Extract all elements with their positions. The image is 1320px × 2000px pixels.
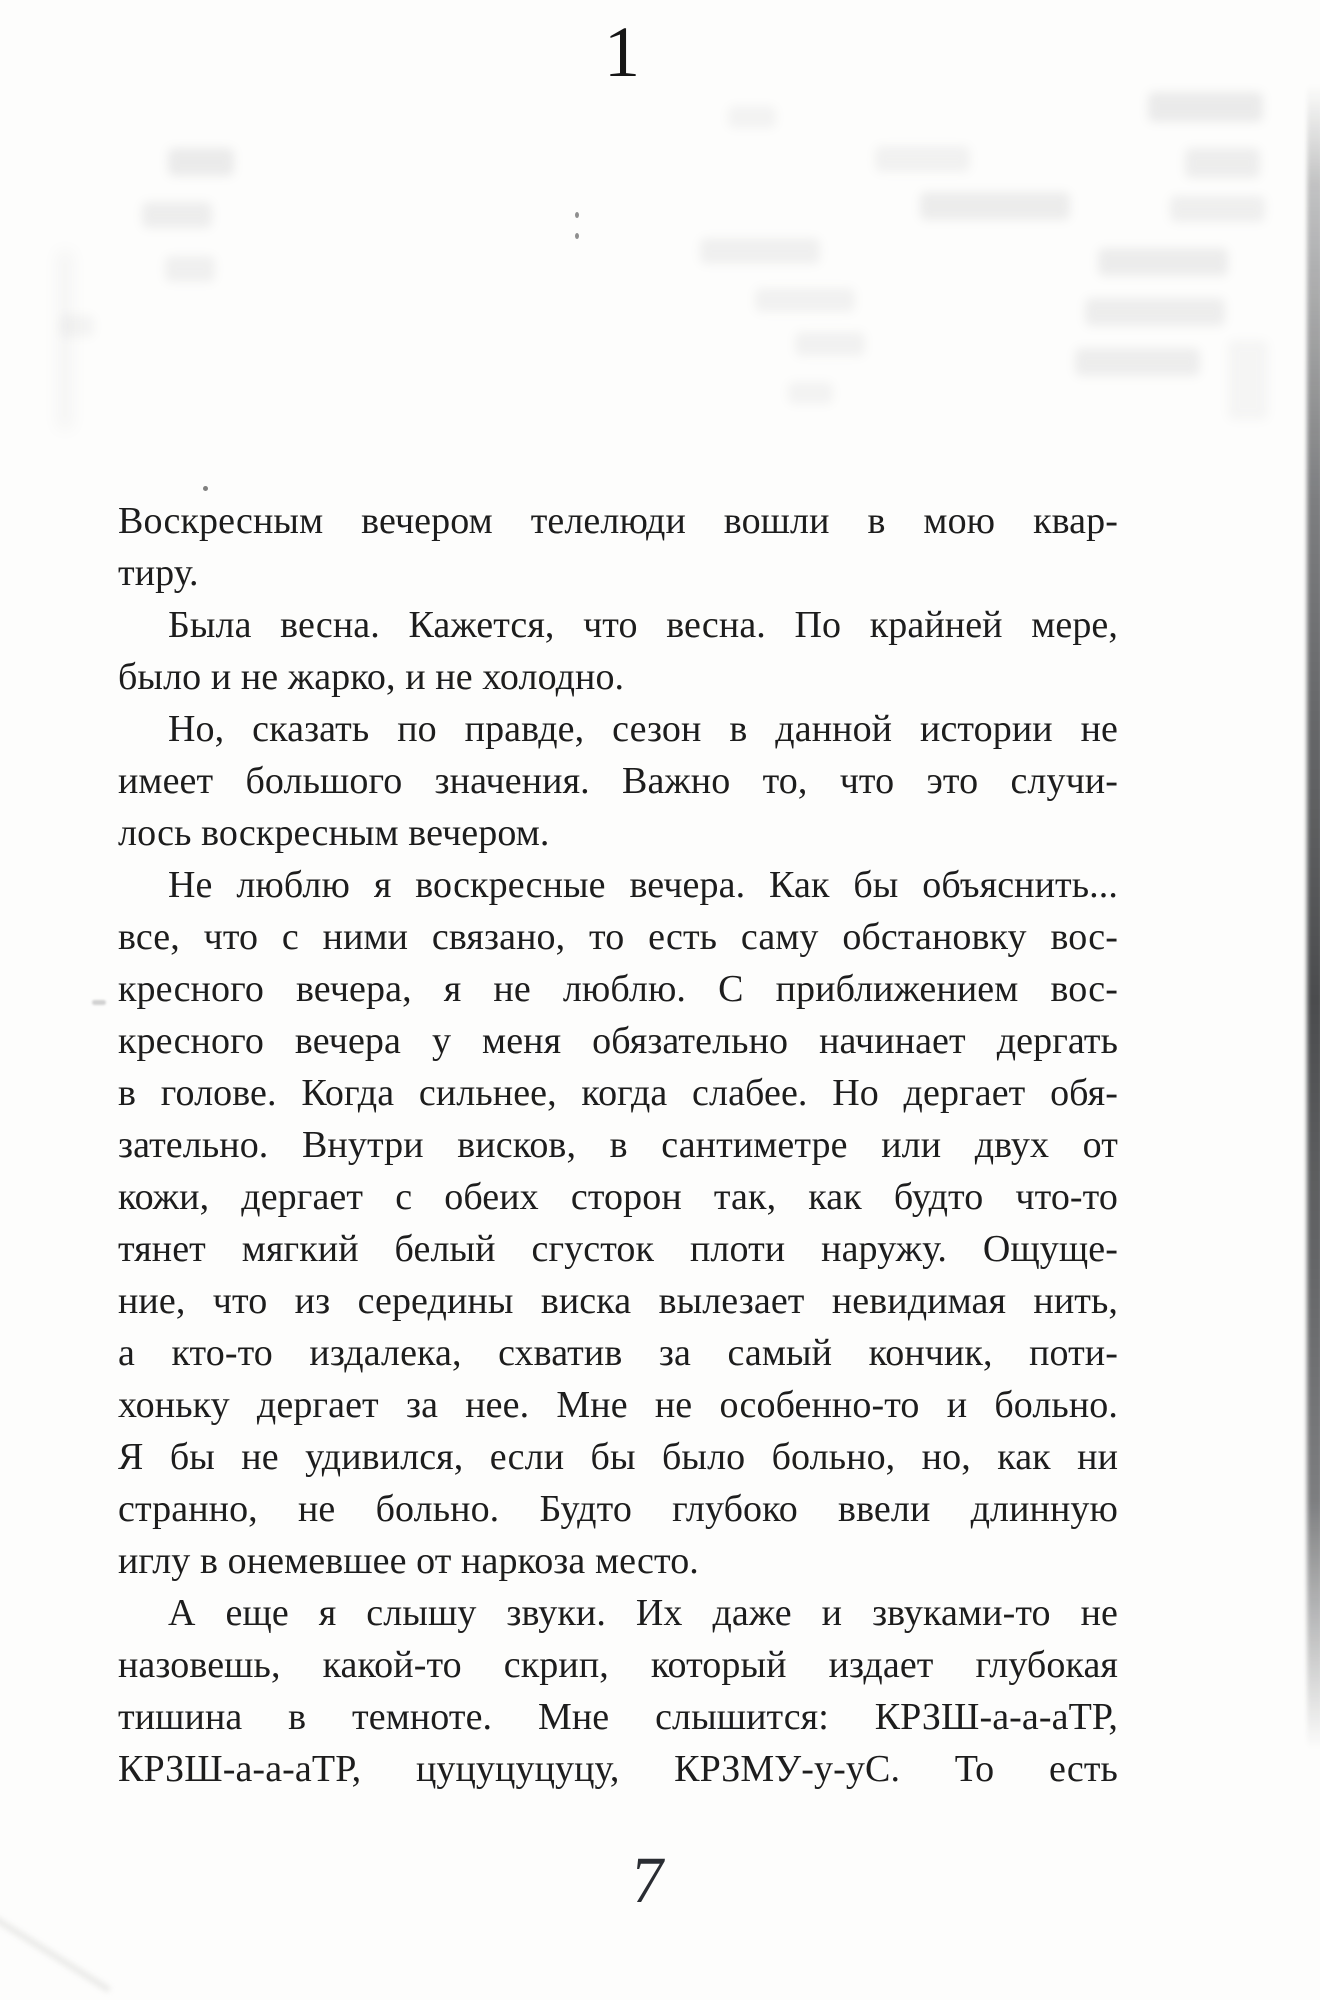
bleed-through-smudge: [700, 238, 820, 264]
bleed-through-smudge: [795, 332, 865, 356]
text-line: иглу в онемевшее от наркоза место.: [118, 1540, 699, 1582]
scan-speck: [203, 486, 208, 491]
bleed-through-smudge: [168, 148, 234, 176]
bleed-through-smudge: [56, 250, 74, 430]
text-block: [118, 495, 1118, 1795]
text-line: тиру.: [118, 552, 199, 594]
bleed-through-smudge: [875, 146, 970, 172]
chapter-number: 1: [604, 12, 640, 92]
page-number: 7: [627, 1844, 669, 1917]
scan-speck: [575, 233, 579, 239]
text-line: тишина в темноте. Мне слышится: КРЗШ-а-а-аТР,: [118, 1696, 1118, 1738]
text-line: было и не жарко, и не холодно.: [118, 656, 625, 698]
text-line: в голове. Когда сильнее, когда слабее. Но дергает обя-: [118, 1072, 1118, 1114]
bleed-through-smudge: [1098, 248, 1228, 276]
text-line: а кто-то издалека, схватив за самый кончик, поти-: [118, 1332, 1118, 1374]
text-line: тянет мягкий белый сгусток плоти наружу. Ощуще-: [118, 1228, 1118, 1270]
text-line: Воскресным вечером телелюди вошли в мою квар-: [118, 500, 1118, 542]
bleed-through-smudge: [920, 192, 1070, 220]
scan-speck: [575, 212, 579, 218]
text-line: Но, сказать по правде, сезон в данной истории не: [168, 708, 1118, 750]
text-line: КРЗШ-а-а-аТР, цуцуцуцуцу, КРЗМУ-у-уС. То есть: [118, 1748, 1118, 1790]
bleed-through-smudge: [1228, 340, 1268, 420]
bleed-through-smudge: [1148, 92, 1263, 122]
text-line: Я бы не удивился, если бы было больно, но, как ни: [118, 1436, 1118, 1478]
bleed-through-smudge: [142, 202, 212, 228]
text-line: кресного вечера, я не люблю. С приближением вос-: [118, 968, 1118, 1010]
bleed-through-smudge: [1185, 148, 1260, 178]
bleed-through-smudge: [728, 106, 776, 128]
text-line: хоньку дергает за нее. Мне не особенно-то и больно.: [118, 1384, 1118, 1426]
bleed-through-smudge: [1085, 298, 1225, 326]
scan-speck: [92, 1000, 106, 1005]
page-edge-shadow: [1307, 84, 1320, 1749]
bleed-through-smudge: [1075, 348, 1200, 376]
text-line: лось воскресным вечером.: [118, 812, 550, 854]
text-line: назовешь, какой-то скрип, который издает глубокая: [118, 1644, 1118, 1686]
bleed-through-smudge: [755, 288, 855, 312]
text-line: кожи, дергает с обеих сторон так, как будто что-то: [118, 1176, 1118, 1218]
text-line: зательно. Внутри висков, в сантиметре или двух от: [118, 1124, 1118, 1166]
text-line: А еще я слышу звуки. Их даже и звуками-то не: [168, 1592, 1118, 1634]
text-line: Была весна. Кажется, что весна. По крайней мере,: [168, 604, 1118, 646]
text-line: Не люблю я воскресные вечера. Как бы объяснить...: [168, 864, 1118, 906]
scan-corner-streak: [0, 1913, 111, 1992]
bleed-through-smudge: [1170, 196, 1265, 222]
text-line: все, что с ними связано, то есть саму обстановку вос-: [118, 916, 1118, 958]
text-line: имеет большого значения. Важно то, что это случи-: [118, 760, 1118, 802]
text-line: кресного вечера у меня обязательно начинает дергать: [118, 1020, 1118, 1062]
bleed-through-smudge: [788, 382, 833, 404]
text-line: странно, не больно. Будто глубоко ввели длинную: [118, 1488, 1118, 1530]
bleed-through-smudge: [165, 256, 215, 282]
text-line: ние, что из середины виска вылезает невидимая нить,: [118, 1280, 1118, 1322]
